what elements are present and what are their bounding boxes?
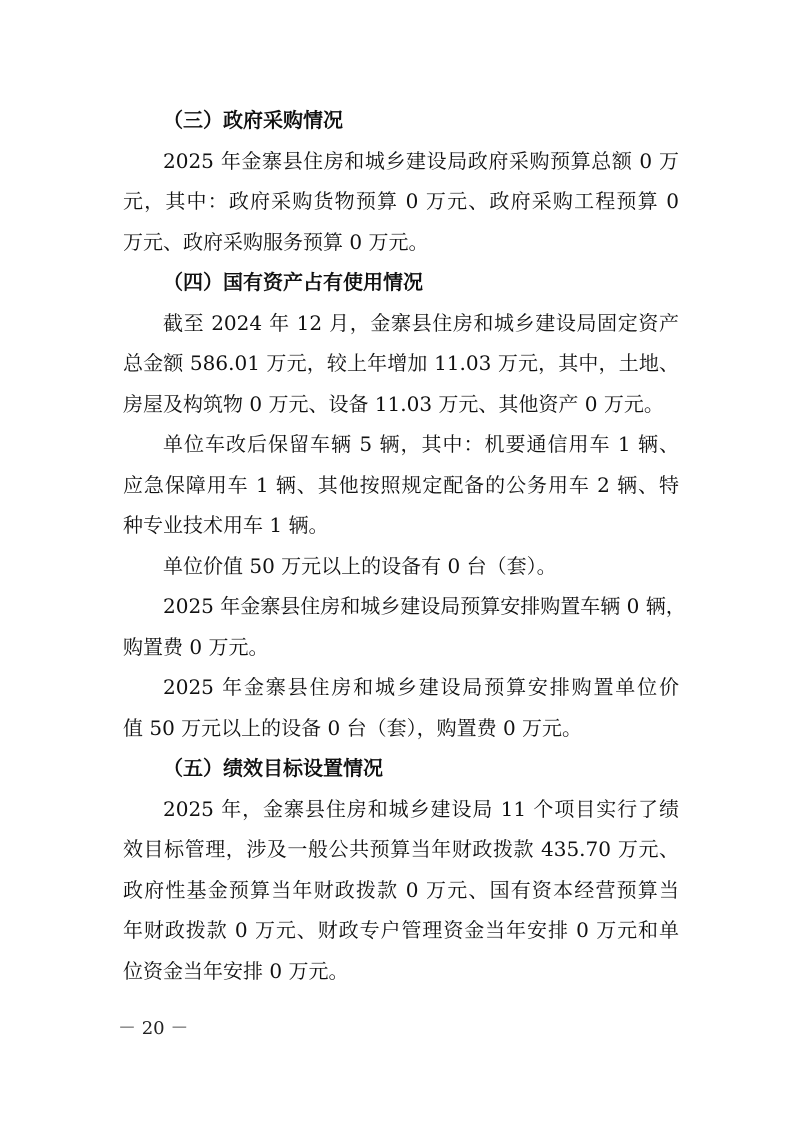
text-line: 效目标管理，涉及一般公共预算当年财政拨款 435.70 万元、 <box>123 837 679 861</box>
text-line: 截至 2024 年 12 月，金寨县住房和城乡建设局固定资产 <box>163 310 679 335</box>
section-heading-procurement: （三）政府采购情况 <box>163 108 343 132</box>
paragraph-vehicles <box>123 424 679 546</box>
text-line: 2025 年金寨县住房和城乡建设局政府采购预算总额 0 万 <box>163 148 679 173</box>
paragraph-equipment-count <box>123 546 679 587</box>
text-line: 单位车改后保留车辆 5 辆，其中：机要通信用车 1 辆、 <box>163 432 679 456</box>
text-line: 单位价值 50 万元以上的设备有 0 台（套）。 <box>163 553 557 578</box>
paragraph-fixed-assets <box>123 303 679 425</box>
text-line: 购置费 0 万元。 <box>123 634 269 659</box>
section-heading-performance-targets: （五）绩效目标设置情况 <box>163 756 383 780</box>
text-line: 年财政拨款 0 万元、财政专户管理资金当年安排 0 万元和单 <box>123 918 679 942</box>
text-line: 万元、政府采购服务预算 0 万元。 <box>123 229 429 254</box>
document-body <box>123 100 686 991</box>
text-line: 值 50 万元以上的设备 0 台（套），购置费 0 万元。 <box>123 715 583 740</box>
paragraph-vehicle-purchase <box>123 586 686 667</box>
text-line: 总金额 586.01 万元，较上年增加 11.03 万元，其中，土地、 <box>123 351 679 375</box>
text-line: 2025 年金寨县住房和城乡建设局预算安排购置车辆 0 辆， <box>163 594 686 618</box>
text-line: 2025 年金寨县住房和城乡建设局预算安排购置单位价 <box>163 675 679 699</box>
paragraph-equipment-purchase <box>123 667 679 748</box>
paragraph-performance-targets <box>123 789 679 992</box>
text-line: 政府性基金预算当年财政拨款 0 万元、国有资本经营预算当 <box>123 877 679 902</box>
paragraph-procurement-budget <box>123 141 679 263</box>
text-line: 种专业技术用车 1 辆。 <box>123 513 329 537</box>
text-line: 应急保障用车 1 辆、其他按照规定配备的公务用车 2 辆、特 <box>123 472 679 497</box>
text-line: 2025 年，金寨县住房和城乡建设局 11 个项目实行了绩 <box>163 796 679 821</box>
text-line: 位资金当年安排 0 万元。 <box>123 958 349 983</box>
page-number: － 20 － <box>118 1018 189 1039</box>
text-line: 房屋及构筑物 0 万元、设备 11.03 万元、其他资产 0 万元。 <box>123 391 664 416</box>
section-heading-state-assets: （四）国有资产占有使用情况 <box>163 270 423 294</box>
text-line: 元，其中：政府采购货物预算 0 万元、政府采购工程预算 0 <box>123 189 679 213</box>
